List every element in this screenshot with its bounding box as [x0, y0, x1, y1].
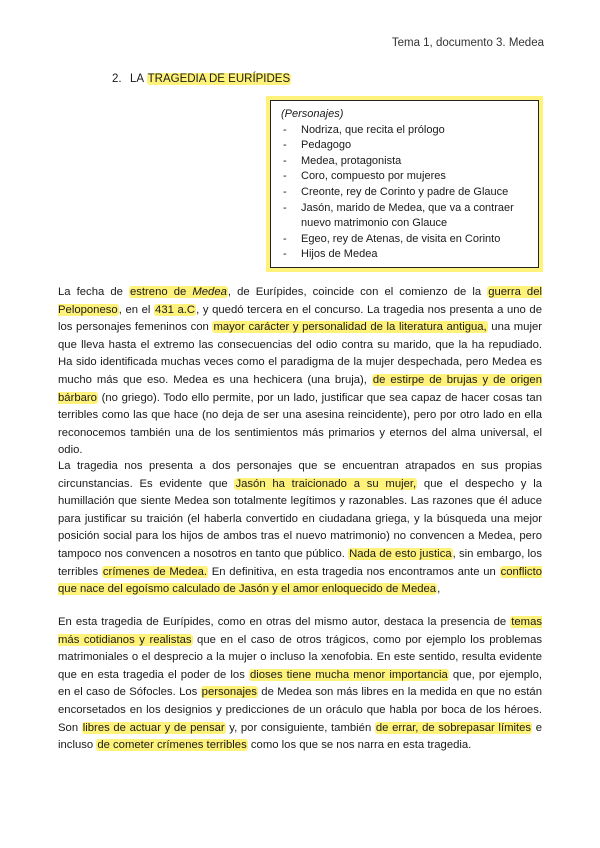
character-item: - Creonte, rey de Corinto y padre de Glauce: [281, 185, 528, 201]
paragraph-1: [58, 284, 542, 460]
highlight: personajes: [201, 686, 257, 699]
section-heading-highlight: TRAGEDIA DE EURÍPIDES: [147, 73, 291, 85]
text-run: ,: [437, 583, 441, 596]
highlight: de estirpe de brujas y de origen bárbaro: [58, 373, 542, 404]
highlight: [129, 286, 228, 298]
character-item: - Pedagogo: [281, 138, 528, 154]
characters-box: [270, 100, 539, 268]
highlight: temas más cotidianos y realistas: [58, 616, 542, 646]
text-run: , de Eurípides, coincide con el comienzo de la: [227, 286, 488, 298]
text-run: una mujer que lleva hasta el extremo las consecuencias del odio contra su marido, que la ha repudiado. Ha sido identificada muchas veces como el paradigma de la mujer despechada, pero Medea es mucho más que eso. Medea es una hechicera (una bruja),: [58, 321, 542, 386]
text-run: , en el: [118, 303, 155, 316]
character-item: - Coro, compuesto por mujeres: [281, 169, 528, 185]
highlight-text: estreno de: [129, 286, 193, 298]
highlight-text-italic: Medea: [192, 286, 227, 298]
characters-list: [281, 123, 528, 263]
highlight: Nada de esto justica: [349, 547, 452, 560]
section-number: 2.: [112, 73, 122, 85]
highlight: de cometer crímenes terribles: [97, 739, 247, 752]
text-run: e incluso: [58, 721, 542, 752]
page-header: Tema 1, documento 3. Medea: [391, 37, 544, 49]
text-run: que, por ejemplo, en el caso de Sófocles. Los: [58, 668, 542, 699]
paragraph-3: [58, 614, 542, 755]
highlight: Jasón ha traicionado a su mujer,: [235, 477, 417, 490]
character-item: - Nodriza, que recita el prólogo: [281, 123, 528, 139]
highlight: de errar, de sobrepasar límites: [375, 721, 532, 734]
section-heading: [112, 73, 291, 85]
highlight: 431 a.C: [155, 303, 196, 316]
text-run: de Medea son más libres en la medida en que no están encorsetados en los designios y predicciones de un oráculo que habla por boca de los héroes. Son: [58, 686, 542, 734]
text-run: , sin embargo, los terribles: [58, 547, 542, 578]
character-item: - Medea, protagonista: [281, 154, 528, 170]
text-run: que el despecho y la humillación que siente Medea son totalmente legítimos y razonables. Las razones que él aduce para justificar su traición (el haberla convertido en ciudadana griega, y la búsqueda una mejor posición social para los hijos de ambos tras el nuevo matrimonio) no convencen a Medea, pero tampoco nos convencen a nosotros en tanto que público.: [58, 477, 542, 560]
highlight: dioses tiene mucha menor importancia: [249, 668, 448, 681]
highlight: conflicto que nace del egoísmo calculado de Jasón y el amor enloquecido de Medea: [58, 565, 543, 596]
characters-title: (Personajes): [281, 108, 344, 120]
text-run: , y quedó tercera en el concurso. La tragedia nos presenta a uno de los personajes femeninos con: [58, 303, 542, 334]
text-run: En definitiva, en esta tragedia nos encontramos ante un: [208, 565, 500, 578]
text-run: que en el caso de otros trágicos, como por ejemplo los problemas matrimoniales o el desprecio a la mujer o incluso la xenofobia. En este sentido, resulta evidente que en esta tragedia el poder de los: [58, 633, 542, 681]
character-item: - Hijos de Medea: [281, 247, 528, 263]
text-run: La fecha de: [58, 286, 129, 298]
highlight: guerra del Peloponeso: [58, 286, 542, 316]
text-run: (no griego). Todo ello permite, por un lado, justificar que sea capaz de hacer cosas tan terribles como las que hace (no deja de ser una asesina reincidente), pero por otro lado en ella reconocemos también una de los sentimientos más primarios y eternos del alma universal, el odio.: [58, 391, 542, 457]
text-run: En esta tragedia de Eurípides, como en otras del mismo autor, destaca la presencia de: [58, 616, 511, 628]
paragraph-2: [58, 458, 542, 599]
highlight: libres de actuar y de pensar: [82, 721, 225, 734]
text-run: y, por consiguiente, también: [225, 721, 375, 734]
highlight: crímenes de Medea.: [102, 565, 208, 578]
text-run: como los que se nos narra en esta tragedia.: [247, 739, 472, 752]
highlight: mayor carácter y personalidad de la literatura antigua,: [213, 321, 487, 334]
character-item: - Egeo, rey de Atenas, de visita en Corinto: [281, 232, 528, 248]
text-run: La tragedia nos presenta a dos personajes que se encuentran atrapados en sus propias circunstancias. Es evidente que: [58, 460, 542, 490]
section-heading-prefix: LA: [130, 73, 147, 85]
character-item: - Jasón, marido de Medea, que va a contraer nuevo matrimonio con Glauce: [281, 201, 528, 232]
